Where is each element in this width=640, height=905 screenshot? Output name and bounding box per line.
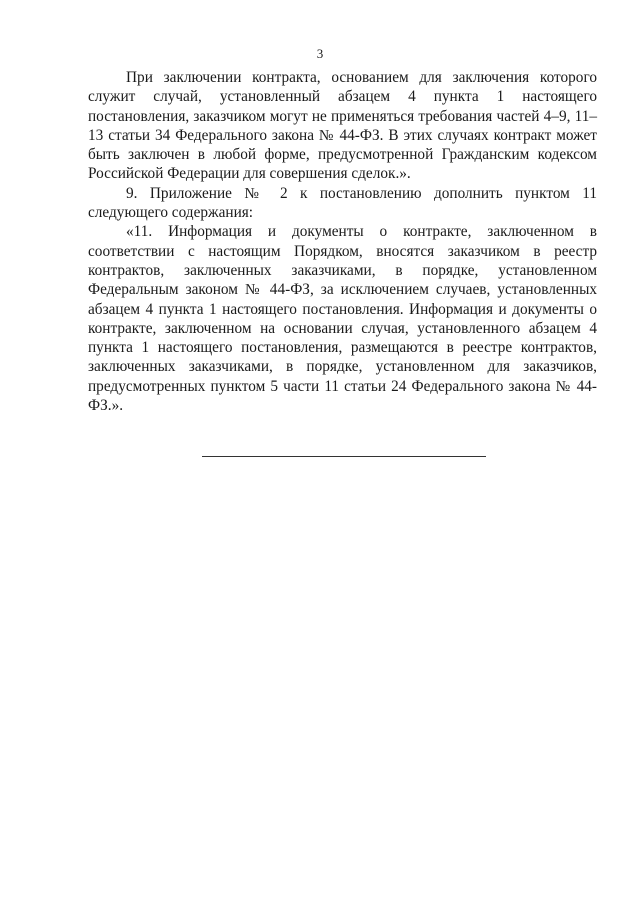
end-separator-line: [202, 456, 486, 457]
page-number: 3: [316, 46, 324, 61]
document-body: [88, 68, 597, 415]
paragraph-new-item-11: «11. Информация и документы о контракте, заключенном в соответствии с настоящим Порядком, вносятся заказчиком в реестр контрактов, заключенных заказчиками, в порядке, установленном Федеральным законом № 44-ФЗ, за исключением случаев, установленных абзацем 4 пункта 1 настоящего постановления. Информация и документы о контракте, заключенном на основании случая, установленного абзацем 4 пункта 1 настоящего постановления, размещаются в реестре контрактов, заключенных заказчиками, в порядке, установленном для заказчиков, предусмотренных пунктом 5 части 11 статьи 24 Федерального закона № 44-ФЗ.».: [88, 223, 597, 415]
paragraph-contract-requirements: При заключении контракта, основанием для заключения которого служит случай, установленный абзацем 4 пункта 1 настоящего постановления, заказчиком могут не применяться требования частей 4–9, 11–13 статьи 34 Федерального закона № 44-ФЗ. В этих случаях контракт может быть заключен в любой форме, предусмотренной Гражданским кодексом Российской Федерации для совершения сделок.».: [88, 69, 597, 183]
paragraph-amendment-item-9: 9. Приложение № 2 к постановлению дополнить пунктом 11 следующего содержания:: [88, 184, 597, 222]
